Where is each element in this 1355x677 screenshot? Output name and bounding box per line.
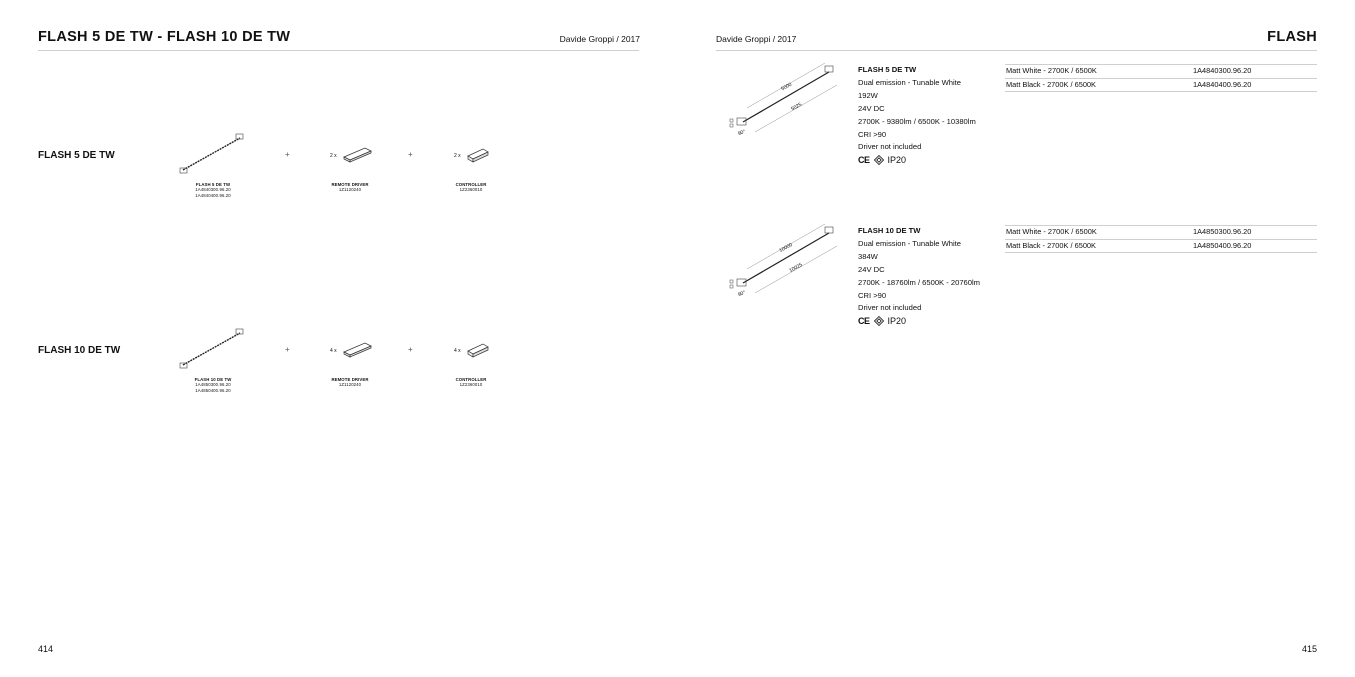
table-row: Matt White - 2700K / 6500K 1A4850300.96.20	[1005, 225, 1317, 239]
controller-caption: CONTROLLER 1Z2360010	[455, 182, 487, 193]
controller-caption: CONTROLLER 1Z2360010	[455, 377, 487, 388]
page-title: FLASH 5 DE TW - FLASH 10 DE TW	[38, 29, 291, 45]
lamp-drawing	[176, 130, 248, 176]
driver-caption: REMOTE DRIVER 1Z1120240	[331, 182, 369, 193]
angle-dimension: 90°	[737, 289, 747, 299]
finish-table	[1005, 64, 1317, 92]
certification-marks	[858, 315, 980, 327]
controller-quantity: 2 x	[454, 153, 461, 159]
author-credit: Davide Groppi / 2017	[716, 34, 797, 44]
driver-quantity: 4 x	[330, 348, 337, 354]
ce-mark-icon: CE	[858, 155, 870, 166]
plus-sign: +	[285, 150, 290, 159]
insulation-class-icon	[874, 316, 884, 326]
product-row-name: FLASH 10 DE TW	[38, 345, 121, 356]
controller-icon	[465, 146, 491, 164]
ce-mark-icon: CE	[858, 316, 870, 327]
lamp-drawing	[176, 325, 248, 371]
product-row-name: FLASH 5 DE TW	[38, 150, 115, 161]
lamp-caption: FLASH 5 DE TW 1A4840300.96.20 1A4840400.96.20	[195, 182, 231, 198]
angle-dimension: 90°	[737, 128, 747, 138]
table-row: Matt Black - 2700K / 6500K 1A4840400.96.20	[1005, 78, 1317, 93]
spec-list: FLASH 5 DE TW Dual emission - Tunable White 192W 24V DC 2700K - 9380lm / 6500K - 10380lm CRI >90 Driver not included CE IP20	[858, 65, 976, 166]
lamp-caption: FLASH 10 DE TW 1A4850300.96.20 1A4850400.96.20	[194, 377, 232, 393]
controller-quantity: 4 x	[454, 348, 461, 354]
header-divider	[716, 50, 1317, 51]
certification-marks	[858, 154, 976, 166]
table-row: Matt White - 2700K / 6500K 1A4840300.96.20	[1005, 64, 1317, 78]
author-credit: Davide Groppi / 2017	[559, 34, 640, 44]
remote-driver-icon	[341, 145, 373, 165]
total-dimension: 5025	[790, 101, 803, 113]
driver-caption: REMOTE DRIVER 1Z1120240	[331, 377, 369, 388]
driver-quantity: 2 x	[330, 153, 337, 159]
ip-rating: IP20	[887, 316, 907, 327]
page-number: 415	[1301, 644, 1317, 654]
length-dimension: 5000	[780, 81, 793, 93]
header-divider	[38, 50, 639, 51]
table-row: Matt Black - 2700K / 6500K 1A4850400.96.20	[1005, 239, 1317, 254]
ip-rating: IP20	[887, 155, 907, 166]
length-dimension: 10000	[778, 242, 794, 254]
plus-sign: +	[285, 345, 290, 354]
page-number: 414	[38, 644, 54, 654]
spec-list: FLASH 10 DE TW Dual emission - Tunable White 384W 24V DC 2700K - 18760lm / 6500K - 20760lm CRI >90 Driver not included CE IP20	[858, 226, 981, 327]
page-title: FLASH	[1267, 29, 1317, 45]
total-dimension: 10025	[788, 262, 804, 274]
insulation-class-icon	[874, 155, 884, 165]
remote-driver-icon	[341, 340, 373, 360]
controller-icon	[465, 341, 491, 359]
plus-sign: +	[408, 345, 413, 354]
plus-sign: +	[408, 150, 413, 159]
finish-table	[1005, 225, 1317, 253]
